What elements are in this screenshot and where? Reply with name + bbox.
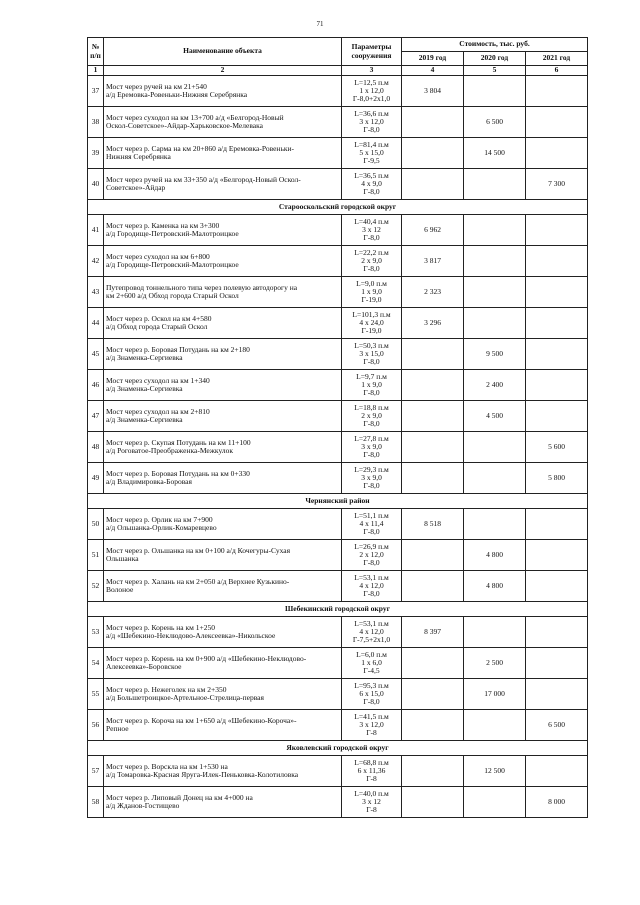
cost-2019 bbox=[402, 787, 464, 818]
param-line: Г-8,0 bbox=[363, 450, 380, 460]
object-name-line: Мост через р. Ольшанка на км 0+100 а/д Кочегуры-Сухая bbox=[106, 545, 291, 555]
header-num: № п/п bbox=[88, 38, 104, 66]
structure-params bbox=[342, 756, 402, 787]
param-line: 3 x 12 bbox=[362, 224, 381, 234]
object-name-line: Мост через суходол на км 6+800 bbox=[106, 251, 210, 261]
cost-2019 bbox=[402, 756, 464, 787]
structure-params bbox=[342, 571, 402, 602]
section-title: Яковлевский городской округ bbox=[88, 741, 588, 756]
param-line: Г-8 bbox=[366, 805, 377, 815]
param-line: 6 x 11,36 bbox=[357, 765, 386, 775]
table-row bbox=[88, 277, 588, 308]
cost-2021 bbox=[526, 277, 588, 308]
cost-2019 bbox=[402, 107, 464, 138]
structure-params bbox=[342, 463, 402, 494]
cost-2019: 6 962 bbox=[402, 215, 464, 246]
section-title: Старооскольский городской округ bbox=[88, 200, 588, 215]
page-number: 71 bbox=[316, 20, 324, 28]
object-name-line: Мост через р. Липовый Донец на км 4+000 на bbox=[106, 792, 253, 802]
structure-params bbox=[342, 308, 402, 339]
cost-2021: 7 300 bbox=[526, 169, 588, 200]
row-number: 46 bbox=[88, 370, 104, 401]
object-name bbox=[104, 370, 342, 401]
object-name-line: Мост через р. Сарма на км 20+860 а/д Еремовка-Ровеньки- bbox=[106, 143, 295, 153]
param-line: 1 x 9,0 bbox=[361, 286, 382, 296]
object-name bbox=[104, 246, 342, 277]
object-name bbox=[104, 215, 342, 246]
param-line: 1 x 9,0 bbox=[361, 379, 382, 389]
param-line: L=29,3 п.м bbox=[354, 464, 389, 474]
param-line: L=27,8 п.м bbox=[354, 433, 389, 443]
header-row-1 bbox=[88, 38, 588, 52]
table-row bbox=[88, 756, 588, 787]
param-line: Г-8,0 bbox=[363, 697, 380, 707]
param-line: Г-8,0 bbox=[363, 357, 380, 367]
section-row bbox=[88, 494, 588, 509]
object-name-line: Мост через р. Нежеголек на км 2+350 bbox=[106, 684, 227, 694]
object-name-line: Мост через суходол на км 13+700 а/д «Белгород-Новый bbox=[106, 112, 284, 122]
section-row bbox=[88, 200, 588, 215]
object-name bbox=[104, 308, 342, 339]
cost-2021 bbox=[526, 571, 588, 602]
cost-2020: 17 000 bbox=[464, 679, 526, 710]
row-number: 40 bbox=[88, 169, 104, 200]
cost-2020: 2 400 bbox=[464, 370, 526, 401]
cost-2019 bbox=[402, 540, 464, 571]
object-name-line: Мост через р. Каменка на км 3+300 bbox=[106, 220, 220, 230]
param-line: Г-8,0+2x1,0 bbox=[352, 94, 391, 104]
object-name-line: а/д Обход города Старый Оскол bbox=[106, 322, 208, 331]
object-name bbox=[104, 648, 342, 679]
param-line: 4 x 9,0 bbox=[361, 178, 382, 188]
row-number: 52 bbox=[88, 571, 104, 602]
param-line: 1 x 6,0 bbox=[361, 657, 382, 667]
table-row bbox=[88, 246, 588, 277]
cost-2021 bbox=[526, 617, 588, 648]
header-2019: 2019 год bbox=[402, 52, 464, 66]
param-line: Г-8,0 bbox=[363, 481, 380, 491]
param-line: Г-8,0 bbox=[363, 125, 380, 135]
object-name-line: Репное bbox=[106, 724, 129, 733]
cost-2021 bbox=[526, 648, 588, 679]
cost-2019: 2 323 bbox=[402, 277, 464, 308]
object-name bbox=[104, 463, 342, 494]
row-number: 57 bbox=[88, 756, 104, 787]
row-number: 54 bbox=[88, 648, 104, 679]
table-row bbox=[88, 169, 588, 200]
object-name bbox=[104, 787, 342, 818]
table-row bbox=[88, 138, 588, 169]
param-line: L=101,3 п.м bbox=[352, 309, 391, 319]
object-name bbox=[104, 540, 342, 571]
cost-2020: 4 500 bbox=[464, 401, 526, 432]
object-name bbox=[104, 169, 342, 200]
bridges-table bbox=[87, 37, 588, 818]
param-line: Г-8,0 bbox=[363, 233, 380, 243]
cost-2021 bbox=[526, 679, 588, 710]
table-row bbox=[88, 787, 588, 818]
object-name-line: а/д Томаровка-Красная Яруга-Илек-Пеньковка-Колотиловка bbox=[106, 770, 299, 779]
cost-2020 bbox=[464, 246, 526, 277]
param-line: L=40,4 п.м bbox=[354, 216, 389, 226]
object-name-line: Мост через р. Корень на км 1+250 bbox=[106, 622, 215, 632]
object-name-line: а/д Владимировка-Боровая bbox=[106, 477, 192, 486]
object-name-line: Ольшанка bbox=[106, 554, 139, 563]
section-row bbox=[88, 741, 588, 756]
object-name-line: Оскол-Советское»-Айдар-Харьковское-Мелевака bbox=[106, 121, 263, 130]
structure-params bbox=[342, 710, 402, 741]
row-number: 38 bbox=[88, 107, 104, 138]
cost-2020 bbox=[464, 432, 526, 463]
cost-2019: 3 296 bbox=[402, 308, 464, 339]
param-line: Г-4,5 bbox=[363, 666, 380, 676]
header-params: Параметры сооружения bbox=[342, 38, 402, 66]
param-line: L=6,0 п.м bbox=[356, 649, 387, 659]
object-name-line: Советское»-Айдар bbox=[106, 183, 166, 192]
object-name bbox=[104, 339, 342, 370]
param-line: 2 x 9,0 bbox=[361, 255, 382, 265]
cost-2019: 8 518 bbox=[402, 509, 464, 540]
structure-params bbox=[342, 401, 402, 432]
object-name-line: а/д «Шебекино-Неклюдово-Алексеевка»-Никольское bbox=[106, 631, 276, 640]
cost-2020: 9 500 bbox=[464, 339, 526, 370]
row-number: 45 bbox=[88, 339, 104, 370]
object-name-line: а/д Жданов-Гостищево bbox=[106, 801, 180, 810]
object-name-line: Мост через р. Боровая Потудань на км 0+330 bbox=[106, 468, 250, 478]
cost-2021 bbox=[526, 370, 588, 401]
cost-2021 bbox=[526, 107, 588, 138]
header-name: Наименование объекта bbox=[104, 38, 342, 66]
row-number: 43 bbox=[88, 277, 104, 308]
structure-params bbox=[342, 617, 402, 648]
param-line: 2 x 12,0 bbox=[359, 549, 384, 559]
table-row bbox=[88, 401, 588, 432]
param-line: L=22,2 п.м bbox=[354, 247, 389, 257]
object-name bbox=[104, 401, 342, 432]
object-name-line: Алексеевка»-Боровское bbox=[106, 662, 182, 671]
object-name bbox=[104, 509, 342, 540]
object-name-line: а/д Городище-Петровский-Малотроицкое bbox=[106, 229, 239, 238]
object-name-line: а/д Еремовка-Ровеньки-Нижняя Серебрянка bbox=[106, 90, 248, 99]
object-name-line: Мост через р. Скупая Потудань на км 11+100 bbox=[106, 437, 251, 447]
table-row bbox=[88, 540, 588, 571]
cost-2021: 5 800 bbox=[526, 463, 588, 494]
cost-2021 bbox=[526, 138, 588, 169]
cost-2021: 6 500 bbox=[526, 710, 588, 741]
param-line: L=95,3 п.м bbox=[354, 680, 389, 690]
param-line: Г-8,0 bbox=[363, 558, 380, 568]
table-row bbox=[88, 76, 588, 107]
structure-params bbox=[342, 107, 402, 138]
param-line: L=18,8 п.м bbox=[354, 402, 389, 412]
object-name-line: Мост через р. Корень на км 0+900 а/д «Шебекино-Неклюдово- bbox=[106, 653, 307, 663]
object-name bbox=[104, 571, 342, 602]
row-number: 50 bbox=[88, 509, 104, 540]
cost-2020 bbox=[464, 509, 526, 540]
object-name-line: а/д Знаменка-Сергиевка bbox=[106, 415, 183, 424]
table-row bbox=[88, 617, 588, 648]
cost-2021 bbox=[526, 401, 588, 432]
cost-2021 bbox=[526, 509, 588, 540]
param-line: Г-7,5+2x1,0 bbox=[352, 635, 391, 645]
structure-params bbox=[342, 246, 402, 277]
cost-2020 bbox=[464, 308, 526, 339]
object-name-line: а/д Городище-Петровский-Малотроицкое bbox=[106, 260, 239, 269]
param-line: L=26,9 п.м bbox=[354, 541, 389, 551]
table-row bbox=[88, 710, 588, 741]
cost-2021 bbox=[526, 246, 588, 277]
cost-2019: 8 397 bbox=[402, 617, 464, 648]
cost-2021: 8 000 bbox=[526, 787, 588, 818]
param-line: L=53,1 п.м bbox=[354, 618, 389, 628]
header-index: 4 bbox=[402, 66, 464, 76]
section-row bbox=[88, 602, 588, 617]
param-line: 4 x 12,0 bbox=[359, 580, 384, 590]
cost-2019 bbox=[402, 169, 464, 200]
object-name-line: а/д Ольшанка-Орлик-Комаревцево bbox=[106, 523, 217, 532]
object-name-line: Мост через р. Боровая Потудань на км 2+180 bbox=[106, 344, 250, 354]
cost-2019: 3 804 bbox=[402, 76, 464, 107]
param-line: Г-8 bbox=[366, 728, 377, 738]
row-number: 49 bbox=[88, 463, 104, 494]
header-index: 1 bbox=[88, 66, 104, 76]
param-line: 4 x 11,4 bbox=[359, 518, 384, 528]
cost-2020: 14 500 bbox=[464, 138, 526, 169]
param-line: 3 x 12,0 bbox=[359, 116, 384, 126]
object-name-line: Мост через р. Орлик на км 7+900 bbox=[106, 514, 213, 524]
object-name bbox=[104, 710, 342, 741]
cost-2019 bbox=[402, 138, 464, 169]
cost-2020 bbox=[464, 463, 526, 494]
table-row bbox=[88, 571, 588, 602]
cost-2019: 3 817 bbox=[402, 246, 464, 277]
param-line: 6 x 15,0 bbox=[359, 688, 384, 698]
cost-2021 bbox=[526, 308, 588, 339]
param-line: Г-8,0 bbox=[363, 264, 380, 274]
cost-2019 bbox=[402, 339, 464, 370]
param-line: L=9,7 п.м bbox=[356, 371, 387, 381]
header-index: 5 bbox=[464, 66, 526, 76]
param-line: Г-8,0 bbox=[363, 589, 380, 599]
structure-params bbox=[342, 540, 402, 571]
table-row bbox=[88, 370, 588, 401]
object-name-line: Мост через р. Халань на км 2+050 а/д Верхнее Кузькино- bbox=[106, 576, 290, 586]
table-row bbox=[88, 509, 588, 540]
cost-2020: 6 500 bbox=[464, 107, 526, 138]
object-name bbox=[104, 138, 342, 169]
structure-params bbox=[342, 277, 402, 308]
param-line: 3 x 9,0 bbox=[361, 472, 382, 482]
object-name-line: Нижняя Серебрянка bbox=[106, 152, 171, 161]
structure-params bbox=[342, 370, 402, 401]
param-line: 4 x 24,0 bbox=[359, 317, 384, 327]
header-cost: Стоимость, тыс. руб. bbox=[402, 38, 588, 52]
object-name-line: Мост через суходол на км 1+340 bbox=[106, 375, 210, 385]
object-name-line: Путепровод тоннельного типа через полевую автодорогу на bbox=[106, 282, 298, 292]
header-index-row bbox=[88, 66, 588, 76]
param-line: 4 x 12,0 bbox=[359, 626, 384, 636]
cost-2021 bbox=[526, 756, 588, 787]
row-number: 44 bbox=[88, 308, 104, 339]
param-line: L=41,5 п.м bbox=[354, 711, 389, 721]
param-line: L=68,8 п.м bbox=[354, 757, 389, 767]
cost-2020 bbox=[464, 617, 526, 648]
cost-2019 bbox=[402, 648, 464, 679]
cost-2019 bbox=[402, 463, 464, 494]
param-line: L=36,5 п.м bbox=[354, 170, 389, 180]
object-name-line: Мост через суходол на км 2+810 bbox=[106, 406, 210, 416]
table-row bbox=[88, 463, 588, 494]
header-index: 2 bbox=[104, 66, 342, 76]
cost-2020 bbox=[464, 787, 526, 818]
cost-2019 bbox=[402, 401, 464, 432]
structure-params bbox=[342, 679, 402, 710]
object-name-line: а/д Знаменка-Сергиевка bbox=[106, 353, 183, 362]
table-row bbox=[88, 648, 588, 679]
structure-params bbox=[342, 339, 402, 370]
cost-2021 bbox=[526, 540, 588, 571]
cost-2019 bbox=[402, 432, 464, 463]
cost-2020: 4 800 bbox=[464, 540, 526, 571]
param-line: Г-8,0 bbox=[363, 187, 380, 197]
param-line: Г-8,0 bbox=[363, 388, 380, 398]
param-line: Г-8 bbox=[366, 774, 377, 784]
param-line: L=40,0 п.м bbox=[354, 788, 389, 798]
cost-2020 bbox=[464, 277, 526, 308]
param-line: 3 x 15,0 bbox=[359, 348, 384, 358]
table-row bbox=[88, 432, 588, 463]
cost-2020 bbox=[464, 169, 526, 200]
param-line: L=53,1 п.м bbox=[354, 572, 389, 582]
row-number: 42 bbox=[88, 246, 104, 277]
cost-2021 bbox=[526, 339, 588, 370]
cost-2020 bbox=[464, 215, 526, 246]
object-name-line: Мост через р. Короча на км 1+650 а/д «Шебекино-Короча»- bbox=[106, 715, 297, 725]
row-number: 58 bbox=[88, 787, 104, 818]
param-line: L=81,4 п.м bbox=[354, 139, 389, 149]
cost-2020: 2 500 bbox=[464, 648, 526, 679]
header-index: 3 bbox=[342, 66, 402, 76]
structure-params bbox=[342, 787, 402, 818]
object-name bbox=[104, 756, 342, 787]
cost-2020: 4 800 bbox=[464, 571, 526, 602]
header-index: 6 bbox=[526, 66, 588, 76]
structure-params bbox=[342, 432, 402, 463]
row-number: 51 bbox=[88, 540, 104, 571]
param-line: L=12,5 п.м bbox=[354, 77, 389, 87]
object-name-line: Мост через р. Оскол на км 4+580 bbox=[106, 313, 212, 323]
param-line: Г-19,0 bbox=[361, 295, 382, 305]
object-name-line: Мост через р. Ворскла на км 1+530 на bbox=[106, 761, 228, 771]
object-name bbox=[104, 617, 342, 648]
table-body bbox=[88, 76, 588, 818]
object-name bbox=[104, 76, 342, 107]
param-line: 3 x 9,0 bbox=[361, 441, 382, 451]
cost-2020 bbox=[464, 710, 526, 741]
param-line: 1 x 12,0 bbox=[359, 85, 384, 95]
row-number: 41 bbox=[88, 215, 104, 246]
param-line: L=9,0 п.м bbox=[356, 278, 387, 288]
row-number: 39 bbox=[88, 138, 104, 169]
row-number: 55 bbox=[88, 679, 104, 710]
object-name-line: а/д Знаменка-Сергиевка bbox=[106, 384, 183, 393]
object-name-line: Волоное bbox=[106, 585, 134, 594]
header-2021: 2021 год bbox=[526, 52, 588, 66]
table-row bbox=[88, 107, 588, 138]
object-name-line: а/д Большетроицкое-Артельное-Стрелица-первая bbox=[106, 693, 264, 702]
table-row bbox=[88, 308, 588, 339]
structure-params bbox=[342, 215, 402, 246]
structure-params bbox=[342, 648, 402, 679]
cost-2019 bbox=[402, 370, 464, 401]
param-line: L=36,6 п.м bbox=[354, 108, 389, 118]
cost-2020: 12 500 bbox=[464, 756, 526, 787]
object-name bbox=[104, 679, 342, 710]
table-row bbox=[88, 215, 588, 246]
param-line: L=50,3 п.м bbox=[354, 340, 389, 350]
object-name-line: а/д Роговатое-Преображенка-Межкулок bbox=[106, 446, 233, 455]
param-line: L=51,1 п.м bbox=[354, 510, 389, 520]
structure-params bbox=[342, 169, 402, 200]
structure-params bbox=[342, 138, 402, 169]
section-title: Чернянский район bbox=[88, 494, 588, 509]
table-row bbox=[88, 339, 588, 370]
cost-2021 bbox=[526, 215, 588, 246]
object-name-line: Мост через ручей на км 21+540 bbox=[106, 81, 207, 91]
object-name-line: км 2+600 а/д Обход города Старый Оскол bbox=[106, 291, 239, 300]
param-line: Г-19,0 bbox=[361, 326, 382, 336]
param-line: 2 x 9,0 bbox=[361, 410, 382, 420]
table-row bbox=[88, 679, 588, 710]
param-line: Г-8,0 bbox=[363, 419, 380, 429]
row-number: 48 bbox=[88, 432, 104, 463]
structure-params bbox=[342, 76, 402, 107]
cost-2019 bbox=[402, 679, 464, 710]
object-name bbox=[104, 277, 342, 308]
cost-2020 bbox=[464, 76, 526, 107]
row-number: 37 bbox=[88, 76, 104, 107]
section-title: Шебекинский городской округ bbox=[88, 602, 588, 617]
header-2020: 2020 год bbox=[464, 52, 526, 66]
cost-2019 bbox=[402, 571, 464, 602]
param-line: 3 x 12 bbox=[362, 796, 381, 806]
param-line: Г-9,5 bbox=[363, 156, 380, 166]
param-line: 3 x 12,0 bbox=[359, 719, 384, 729]
row-number: 53 bbox=[88, 617, 104, 648]
cost-2019 bbox=[402, 710, 464, 741]
param-line: 5 x 15,0 bbox=[359, 147, 384, 157]
object-name bbox=[104, 107, 342, 138]
cost-2021 bbox=[526, 76, 588, 107]
row-number: 56 bbox=[88, 710, 104, 741]
object-name bbox=[104, 432, 342, 463]
param-line: Г-8,0 bbox=[363, 527, 380, 537]
object-name-line: Мост через ручей на км 33+350 а/д «Белгород-Новый Оскол- bbox=[106, 174, 301, 184]
structure-params bbox=[342, 509, 402, 540]
cost-2021: 5 600 bbox=[526, 432, 588, 463]
row-number: 47 bbox=[88, 401, 104, 432]
